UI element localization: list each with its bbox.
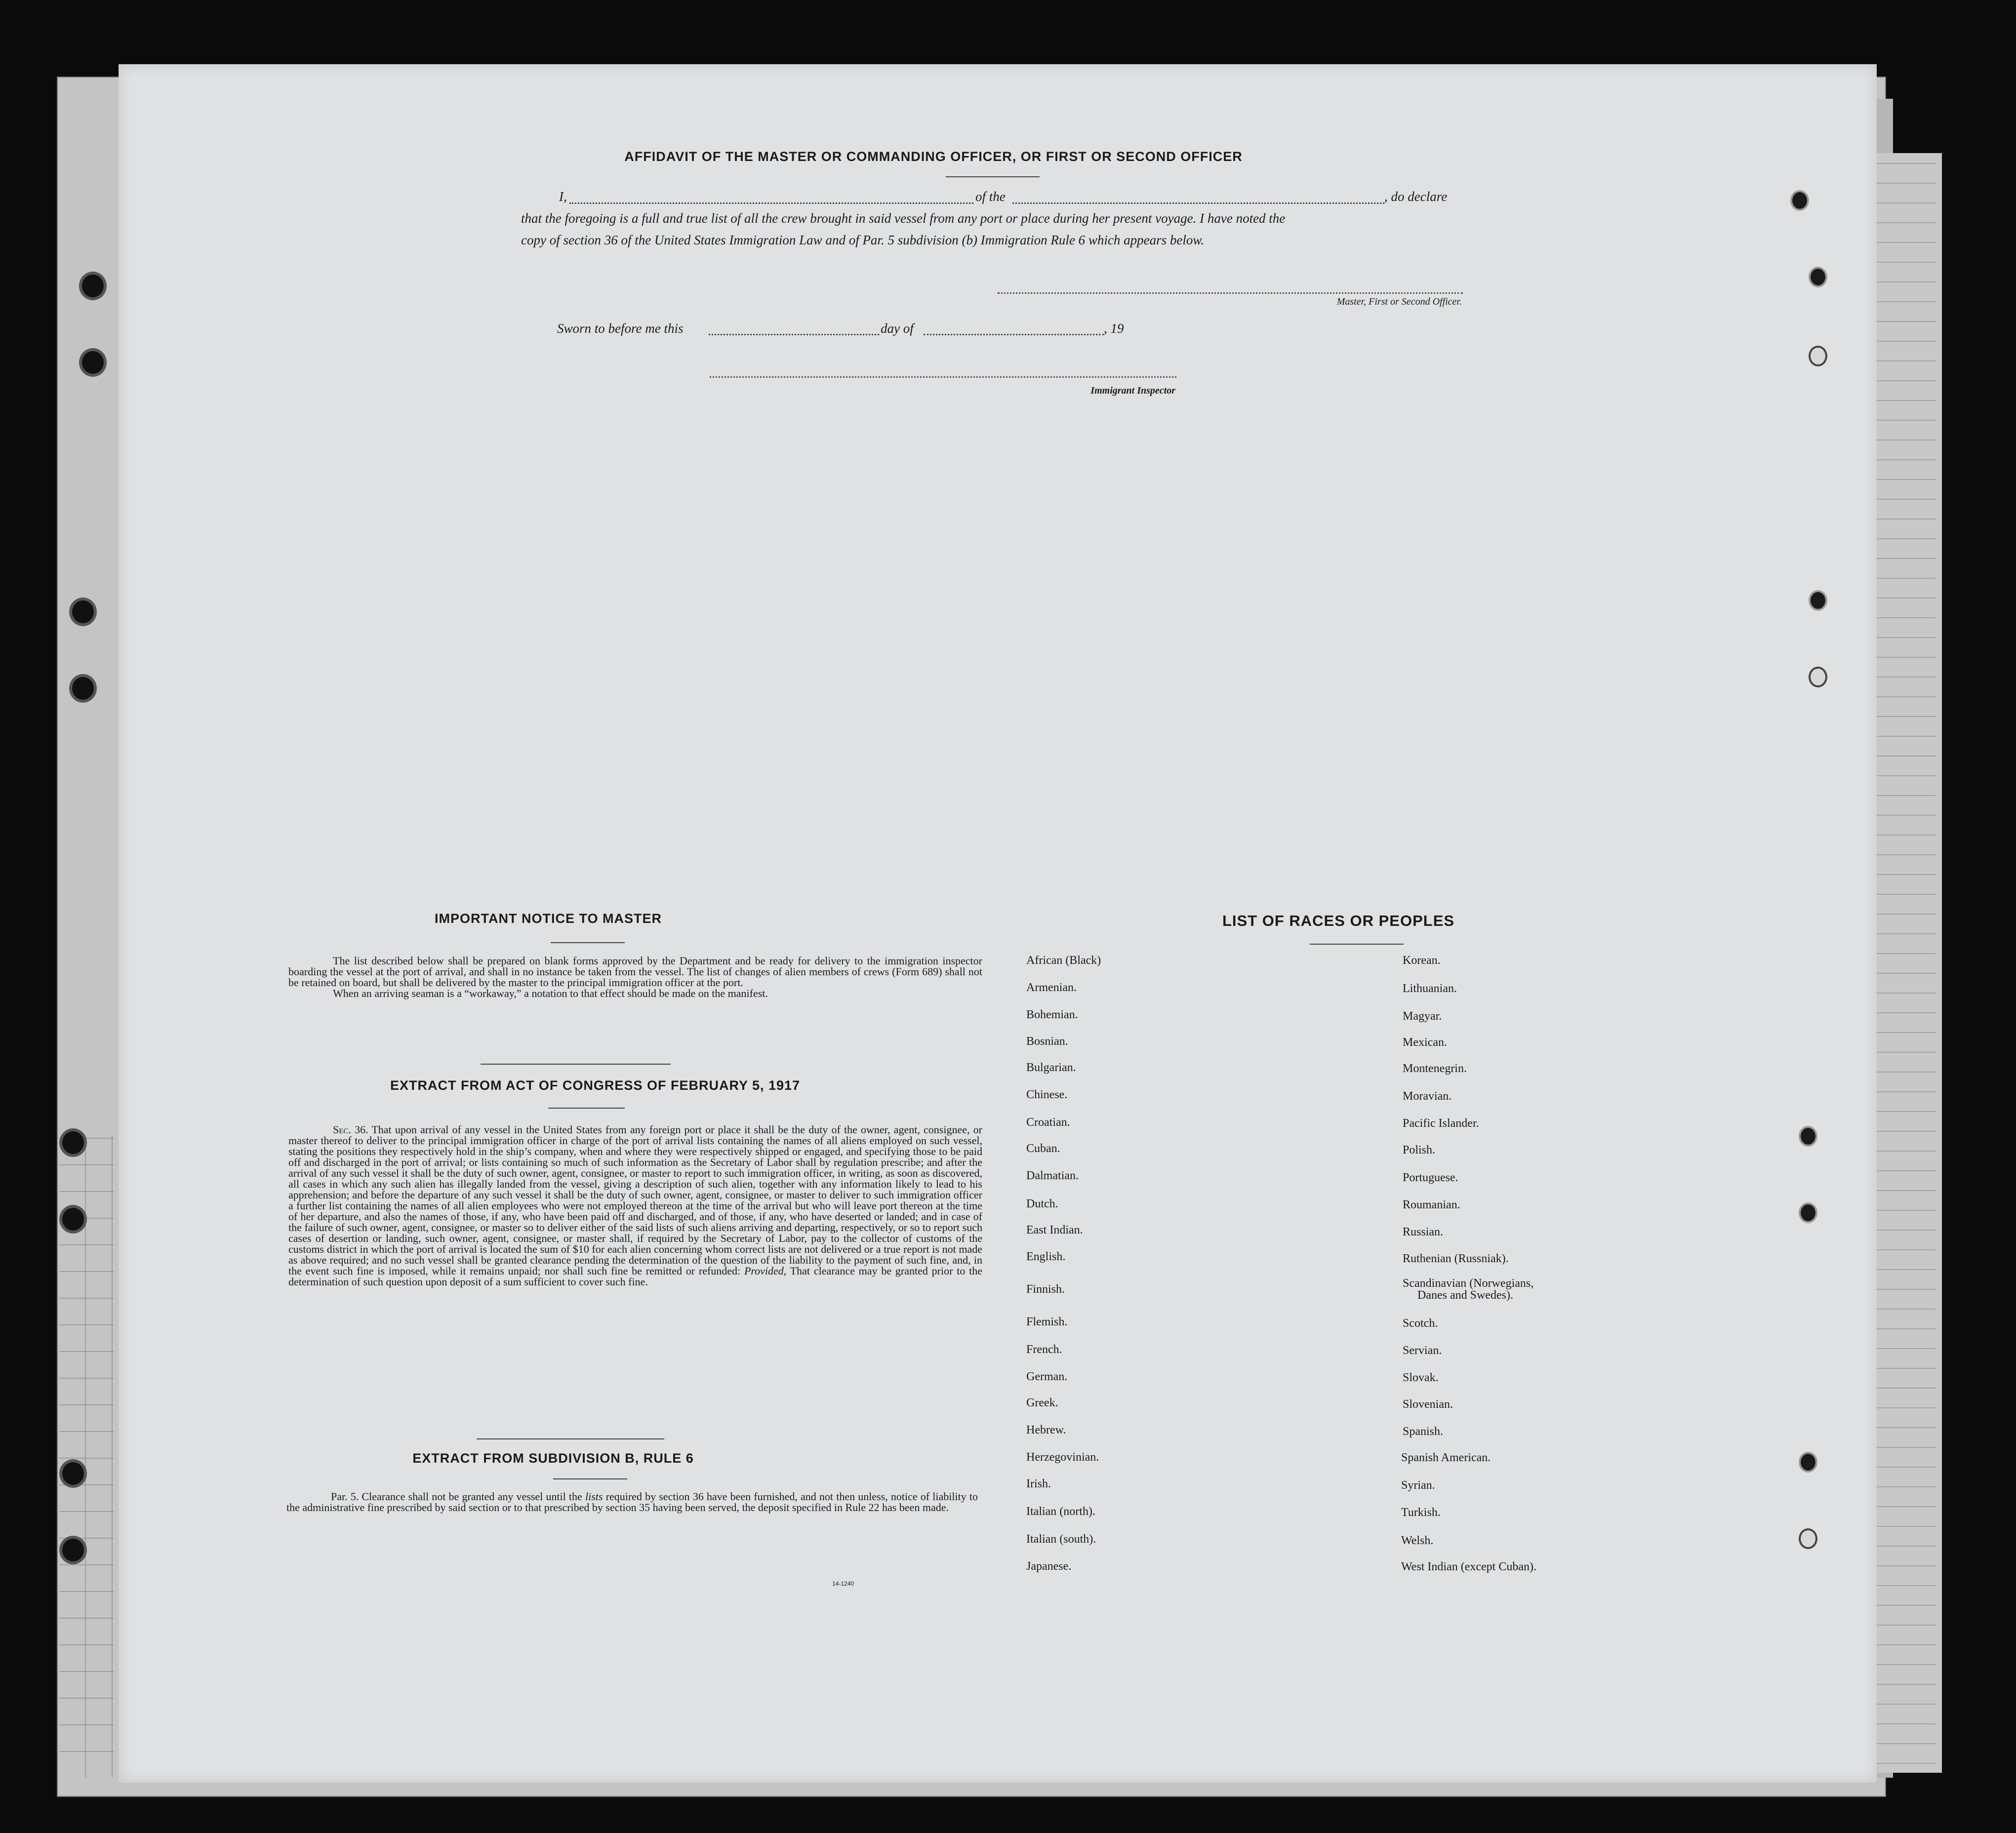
affidavit-line-3: copy of section 36 of the United States Immigration Law and of Par. 5 subdivision (b) Immigration Rule 6 which appears below.: [521, 233, 1205, 247]
race-item: Montenegrin.: [1403, 1062, 1467, 1075]
binder-hole: [1799, 1452, 1817, 1473]
notice-body: [288, 956, 982, 999]
divider: [477, 1438, 664, 1439]
race-item: Korean.: [1403, 954, 1441, 967]
binder-hole: [59, 1459, 87, 1488]
race-item: Finnish.: [1026, 1283, 1065, 1296]
binder-hole: [1790, 190, 1809, 211]
binder-hole: [79, 348, 107, 377]
binder-hole: [1799, 1202, 1817, 1223]
race-item: West Indian (except Cuban).: [1401, 1560, 1536, 1573]
section-36-text: That upon arrival of any vessel in the United States from any foreign port or place it shall be the duty of the owner, agent, consignee, or master thereof to deliver to the principal immigration officer in charge of the port of arrival lists containing the names of all aliens employed on such vessel, stating the positions they respectively hold in the ship’s company, when and where they were respectively shipped or engaged, and specifying those to be paid off and discharged in the port of arrival; or lists containing so much of such information as the Secretary of Labor shall by regulation prescribe; and after the arrival of any such vessel it shall be the duty of such owner, agent, consignee, or master to report to such immigration officer, in writing, as soon as discovered, all cases in which any such alien has illegally landed from the vessel, giving a description of such alien, together with any information likely to lead to his apprehension; and before the departure of any such vessel it shall be the duty of such owner, agent, consignee, or master to deliver to such immigration officer a further list containing the names of all alien employees who were not employed thereon at the time of the arrival but who will leave port thereon at the time of her departure, and also the names of those, if any, who have been paid off and discharged, and of those, if any, who have deserted or landed; and in case of the failure of such owner, agent, consignee, or master so to deliver either of the said lists of such aliens arriving and departing, respectively, or so to report such cases of desertion or landing, such owner, agent, consignee, or master shall, if required by the Secretary of Labor, pay to the collector of customs of the customs district in which the port of arrival is located the sum of $10 for each alien concerning whom correct lists are not delivered or a true report is not made as above required; and no such vessel shall be granted clearance pending the determination of the question of the liability to the payment of such fine, and, in the event such fine is imposed, while it remains unpaid; nor shall such fine be remitted or refunded:: [288, 1123, 982, 1277]
divider: [551, 942, 625, 943]
race-item: Magyar.: [1403, 1010, 1442, 1023]
notice-paragraph-2: When an arriving seaman is a “workaway,” a notation to that effect should be made on the manifest.: [333, 987, 768, 999]
binder-hole: [1809, 267, 1827, 287]
affidavit-title: AFFIDAVIT OF THE MASTER OR COMMANDING OFFICER, OR FIRST OR SECOND OFFICER: [624, 149, 1243, 164]
race-item: Lithuanian.: [1403, 982, 1457, 995]
divider: [946, 176, 1040, 177]
race-item: African (Black): [1026, 954, 1101, 967]
race-item: Greek.: [1026, 1396, 1058, 1409]
notice-title: IMPORTANT NOTICE TO MASTER: [435, 911, 662, 926]
race-item: Croatian.: [1026, 1116, 1070, 1129]
divider: [553, 1478, 627, 1479]
race-item: Pacific Islander.: [1403, 1117, 1479, 1130]
race-item: Turkish.: [1401, 1506, 1441, 1519]
sworn-day-blank: [709, 334, 879, 335]
binder-hole: [59, 1536, 87, 1564]
race-item: Cuban.: [1026, 1142, 1060, 1155]
inspector-signature-line: [710, 376, 1176, 378]
race-item: Chinese.: [1026, 1088, 1068, 1101]
sworn-month-blank: [924, 334, 1104, 335]
race-item: Welsh.: [1401, 1534, 1434, 1547]
divider: [1310, 944, 1404, 945]
race-item: Irish.: [1026, 1477, 1051, 1490]
race-item: Roumanian.: [1403, 1198, 1460, 1211]
binder-hole: [1809, 346, 1827, 366]
divider: [548, 1108, 625, 1109]
race-item: Moravian.: [1403, 1090, 1452, 1103]
race-item: French.: [1026, 1343, 1062, 1356]
race-item: Spanish American.: [1401, 1451, 1491, 1464]
race-item: Dalmatian.: [1026, 1169, 1079, 1182]
race-item: Italian (south).: [1026, 1533, 1096, 1546]
binder-hole: [1799, 1126, 1817, 1147]
master-signature-line: [998, 292, 1463, 294]
race-item: Armenian.: [1026, 981, 1077, 994]
vessel-blank-line: [1012, 202, 1384, 204]
act-extract-body: [288, 1124, 982, 1287]
race-item: Japanese.: [1026, 1560, 1072, 1573]
race-item: Scandinavian (Norwegians, Danes and Swedes).: [1403, 1277, 1534, 1302]
race-item: Dutch.: [1026, 1197, 1058, 1210]
race-item: Flemish.: [1026, 1315, 1068, 1328]
race-item: Italian (north).: [1026, 1505, 1095, 1518]
binder-hole: [59, 1128, 87, 1157]
inspector-signature-label: Immigrant Inspector: [1090, 385, 1175, 396]
document-page: [119, 64, 1877, 1783]
lists-word: lists: [585, 1490, 603, 1503]
race-item: Hebrew.: [1026, 1424, 1066, 1436]
race-item: Polish.: [1403, 1144, 1436, 1156]
affidavit-line-2: that the foregoing is a full and true list of all the crew brought in said vessel from any port or place during her present voyage. I have noted the: [521, 211, 1286, 226]
divider: [481, 1064, 671, 1065]
affidavit-i-label: I,: [559, 189, 567, 204]
race-item: Bosnian.: [1026, 1035, 1068, 1048]
race-item: Herzegovinian.: [1026, 1451, 1099, 1464]
race-item: Mexican.: [1403, 1036, 1447, 1049]
race-item: East Indian.: [1026, 1224, 1083, 1236]
race-item: Slovenian.: [1403, 1398, 1453, 1411]
race-item: Servian.: [1403, 1344, 1442, 1357]
binder-hole: [1809, 590, 1827, 611]
races-title: LIST OF RACES OR PEOPLES: [1222, 912, 1455, 929]
binder-hole: [59, 1205, 87, 1234]
rule-extract-title: EXTRACT FROM SUBDIVISION B, RULE 6: [412, 1451, 694, 1466]
race-item: Ruthenian (Russniak).: [1403, 1252, 1509, 1265]
race-item: Bulgarian.: [1026, 1061, 1076, 1074]
race-item: Portuguese.: [1403, 1171, 1458, 1184]
binder-hole: [1809, 667, 1827, 687]
race-item: Scotch.: [1403, 1317, 1438, 1330]
par5-text-b: required by section 36 have been furnished, and not then unless, notice of liability to the administrative fine prescribed by said section or to that prescribed by section 35 having been served, the deposit specified in Rule 22 has been made.: [286, 1490, 978, 1514]
section-label: Sec. 36.: [333, 1123, 368, 1136]
race-item: Bohemian.: [1026, 1008, 1078, 1021]
provided-word: Provided,: [744, 1265, 787, 1277]
sworn-day-of: day of: [881, 321, 914, 336]
affidavit-of-the-label: of the: [975, 189, 1006, 204]
par5-text-a: Par. 5. Clearance shall not be granted any vessel until the: [331, 1490, 582, 1503]
race-item: Russian.: [1403, 1226, 1444, 1238]
sworn-year: , 19: [1104, 321, 1124, 336]
binder-hole: [79, 272, 107, 300]
race-item: Slovak.: [1403, 1371, 1439, 1384]
binder-hole: [69, 674, 97, 703]
section-36-text-end: That clearance may be granted prior to the determination of such question upon deposit of a sum sufficient to cover such fine.: [288, 1265, 983, 1288]
name-blank-line: [569, 202, 973, 204]
master-signature-label: Master, First or Second Officer.: [1336, 296, 1462, 307]
form-number: 14-1240: [832, 1580, 854, 1587]
rule-extract-body: [286, 1491, 978, 1513]
sworn-prefix: Sworn to before me this: [557, 321, 684, 336]
race-item: Spanish.: [1403, 1425, 1444, 1438]
act-extract-title: EXTRACT FROM ACT OF CONGRESS OF FEBRUARY 5, 1917: [390, 1078, 801, 1093]
affidavit-declare-label: , do declare: [1384, 189, 1448, 204]
binder-hole: [69, 598, 97, 626]
binder-hole: [1799, 1528, 1817, 1549]
notice-paragraph-1: The list described below shall be prepared on blank forms approved by the Department and be ready for delivery to the immigration inspector boarding the vessel at the port of arrival, and shall in no instance be taken from the vessel. The list of changes of alien members of crews (Form 689) shall not be retained on board, but shall be delivered by the master to the principal immigration officer at the port.: [288, 955, 982, 989]
race-item: English.: [1026, 1250, 1066, 1263]
race-item: German.: [1026, 1370, 1068, 1383]
race-item: Syrian.: [1401, 1479, 1435, 1492]
